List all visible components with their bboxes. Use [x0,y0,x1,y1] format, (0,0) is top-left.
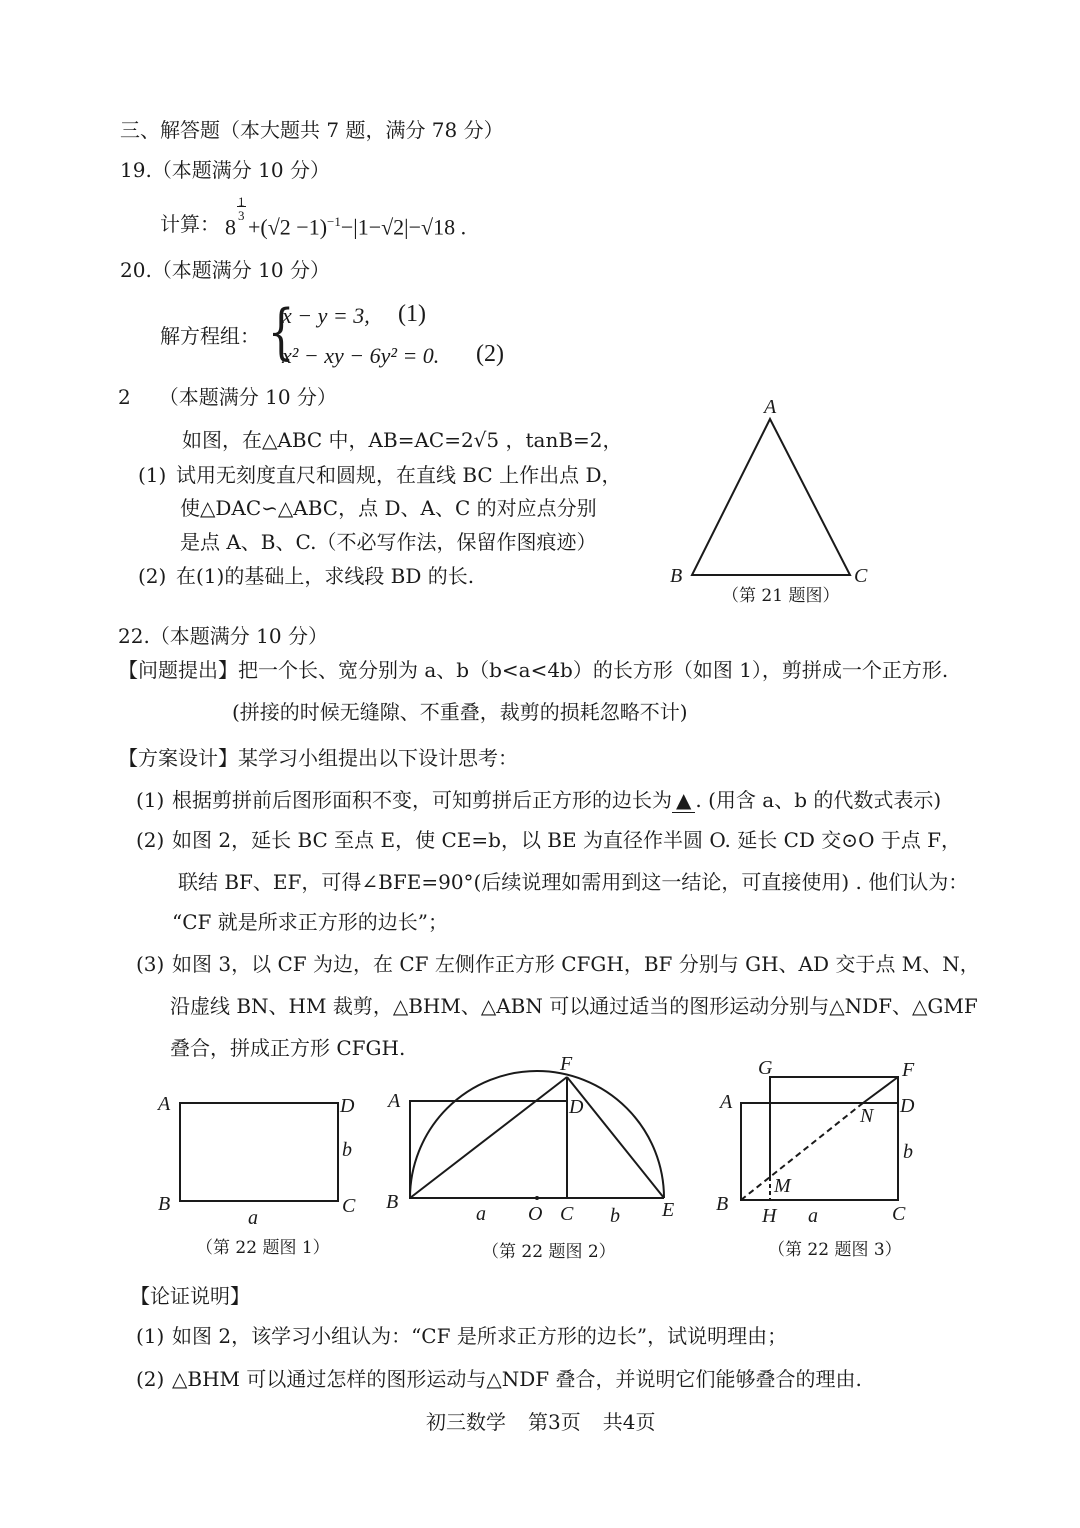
q21-part1-line2: 使△DAC∽△ABC，点 D、A、C 的对应点分别 [180,496,597,520]
q21-number: 2 [118,385,131,409]
fig2-label-b-side: b [610,1205,620,1227]
q20-header [120,258,330,282]
q22-points: （本题满分 10 分） [149,624,328,648]
q21-intro: 如图，在△ABC 中，AB=AC=2√5 ，tanB=2， [182,428,623,452]
footer-page: 第3页 [528,1410,581,1434]
fig3-label-f: F [902,1059,915,1081]
q19-term2: +(√2 −1) [248,214,328,240]
q19-exp-den: 3 [238,208,245,223]
q21-part1-label: (1) [138,463,167,487]
q21-header [118,385,337,409]
q21-triangle-figure [660,395,880,585]
q19-term2-exp: −1 [327,214,341,229]
q22-figure-2-caption: （第 22 题图 2） [482,1242,616,1262]
q21-points: （本题满分 10 分） [158,385,337,409]
point-label-a: A [764,396,777,418]
footer-total: 共4页 [602,1410,656,1434]
answer-blank[interactable]: ▲ [672,788,695,813]
fig3-label-m: M [774,1175,791,1197]
fig1-label-c-point: C [342,1195,356,1217]
q22-proof-item1: 如图 2，该学习小组认为：“CF 是所求正方形的边长”，试说明理由； [172,1324,788,1348]
q22-figure-1 [150,1088,370,1228]
q22-design [118,746,518,770]
point-label-b: B [670,565,683,587]
fig3-label-d: D [900,1095,915,1117]
q22-proof-item2: △BHM 可以通过怎样的图形运动与△NDF 叠合，并说明它们能够叠合的理由. [172,1367,862,1391]
section-heading: 三、解答题（本大题共 7 题，满分 78 分） [120,118,504,142]
fig3-label-a-point: A [720,1091,733,1113]
q22-figure-3-caption: （第 22 题图 3） [768,1240,902,1260]
q21-part2-label: (2) [138,564,167,588]
q19-base: 8 [225,214,236,240]
fig2-label-a-side: a [476,1203,486,1225]
q22-proof-item2-label: (2) [136,1367,165,1391]
q22-design-item2-line2: 联结 BF、EF，可得∠BFE=90°(后续说理如需用到这一结论，可直接使用) . 他们认为： [178,870,969,894]
q21-part1-line3: 是点 A、B、C.（不必写作法，保留作图痕迹） [180,530,597,554]
q22-header [118,624,328,648]
q20-eq1-tag: (1) [398,301,426,327]
q19-exp-num: 1 [238,194,245,209]
point-label-c: C [854,565,868,587]
q19-points: （本题满分 10 分） [151,158,330,182]
q22-problem-heading: 【问题提出】 [118,658,238,682]
q20-eq2: x² − xy − 6y² = 0. [282,343,440,368]
q22-design-item3-label: (3) [136,952,165,976]
fig2-label-o: O [528,1203,543,1225]
q22-design-item1-label: (1) [136,788,165,812]
q20-brace: { [267,297,295,367]
fig2-label-d: D [569,1096,584,1118]
fig3-label-a-side: a [808,1205,818,1227]
footer-subject: 初三数学 [426,1410,506,1434]
q22-design-item2-line1: 如图 2，延长 BC 至点 E，使 CE=b，以 BE 为直径作半圆 O. 延长 CD 交⊙O 于点 F， [172,828,962,852]
q22-figure-2 [380,1050,700,1230]
q21-figure-caption: （第 21 题图） [722,586,840,606]
fig2-label-c: C [560,1203,574,1225]
q22-design-item3-line2: 沿虚线 BN、HM 裁剪，△BHM、△ABN 可以通过适当的图形运动分别与△NDF、△GMF [170,994,978,1018]
q22-design-text: 某学习小组提出以下设计思考： [238,746,518,770]
q19-term4: −√18 . [408,214,467,240]
q22-figure-3 [700,1050,940,1230]
q22-problem-note: (拼接的时候无缝隙、不重叠，裁剪的损耗忽略不计) [232,700,688,724]
fig2-label-b-point: B [386,1191,399,1213]
fig2-label-f: F [560,1053,573,1075]
q22-design-item1-tail: . (用含 a、b 的代数式表示) [695,788,942,812]
q22-design-item2-label: (2) [136,828,165,852]
q20-eq2-tag: (2) [476,341,504,367]
q21-part1-line1: 试用无刻度直尺和圆规，在直线 BC 上作出点 D， [176,463,622,487]
q21-part2-line1: 在(1)的基础上，求线段 BD 的长. [176,564,475,588]
q22-design-item2-line3: “CF 就是所求正方形的边长”； [172,910,448,934]
page-footer [426,1410,655,1434]
q19-header [120,158,330,182]
q19-expression [225,194,467,240]
q22-design-item1 [172,788,941,813]
q22-design-item1-text: 根据剪拼前后图形面积不变，可知剪拼后正方形的边长为 [172,788,672,812]
fig1-label-b-side: b [342,1139,352,1161]
fig3-label-n: N [860,1105,874,1127]
fig1-label-b-point: B [158,1193,171,1215]
q22-figure-1-caption: （第 22 题图 1） [196,1238,330,1258]
q22-number: 22. [118,624,150,648]
fig3-label-c: C [892,1203,906,1225]
q20-eq1: x − y = 3, [282,303,370,328]
fig3-label-b-side: b [903,1141,913,1163]
fig2-label-e: E [662,1199,675,1221]
fig3-label-b-point: B [716,1193,729,1215]
q20-points: （本题满分 10 分） [151,258,330,282]
q20-number: 20. [120,258,152,282]
fig1-label-a-point: A [158,1093,171,1115]
fig3-label-h: H [762,1205,777,1227]
q22-problem [118,658,948,682]
q22-design-item3-line3: 叠合，拼成正方形 CFGH. [170,1036,406,1060]
fig3-label-g: G [758,1057,773,1079]
q22-proof-item1-label: (1) [136,1324,165,1348]
q19-prompt-label: 计算： [160,212,220,236]
q22-design-item3-line1: 如图 3，以 CF 为边，在 CF 左侧作正方形 CFGH，BF 分别与 GH、AD 交于点 M、N， [172,952,980,976]
q22-proof-heading: 【论证说明】 [130,1284,250,1308]
fig1-label-d-point: D [340,1095,355,1117]
q19-term3: −|1−√2| [340,214,409,240]
fig1-label-a-side: a [248,1207,258,1229]
q22-design-heading: 【方案设计】 [118,746,238,770]
fig2-label-a-point: A [388,1090,401,1112]
q22-problem-text: 把一个长、宽分别为 a、b（b<a<4b）的长方形（如图 1），剪拼成一个正方形. [238,658,949,682]
q20-prompt-label: 解方程组： [160,324,260,348]
q19-number: 19. [120,158,152,182]
